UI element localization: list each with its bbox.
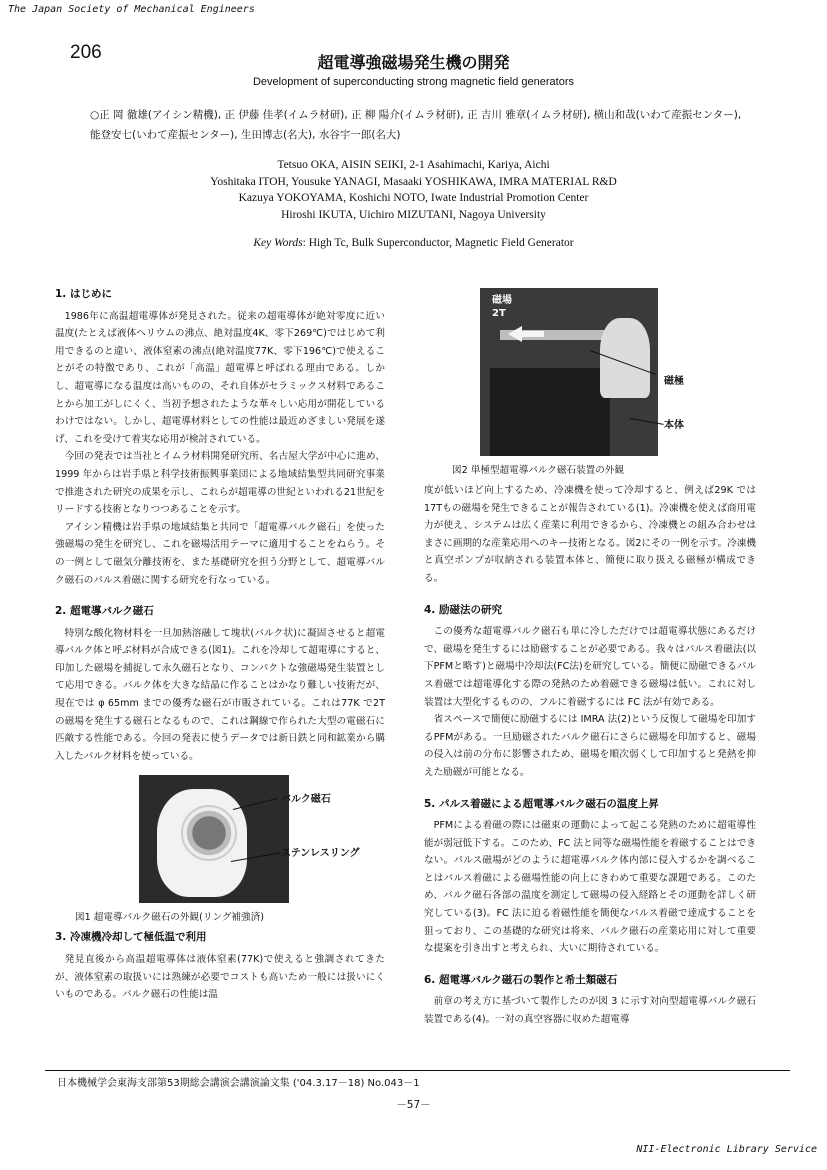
page-number: －57－ (396, 1099, 431, 1111)
paragraph: 特別な酸化物材料を一旦加熱溶融して塊状(バルク状)に凝固させると超電導バルク体と呼ぶ材料が合成できる(図1)。これを冷却して超電導にすると、印加した磁場を捕捉して永久磁石となり、コンパクトな強磁場発生装置として応用できる。バルク体を大きな結晶に作ることはかなり難しい技術だが、現在では φ 65mm までの優秀な磁石が市販されている。これは77K で2T の磁場を発生する磁石となるもので、これは鋼線で作られた大型の電磁石に匹敵する性能である。今回の発表に使うデータでは新日鉄と同和鉱業から購入したバルク材料を使っている。 (55, 627, 385, 762)
label-stainless-ring: ステンレスリング (281, 848, 360, 860)
label-body: 本体 (664, 420, 684, 431)
field-label: 磁場 2T (492, 295, 512, 319)
section-bulk-magnet (55, 603, 385, 765)
operator (600, 318, 650, 398)
authors-japanese: ○正 岡 徹雄(アイシン精機), 正 伊藤 佳孝(イムラ材研), 正 柳 陽介(イムラ材研), 正 吉川 雅章(イムラ材研), 横山和哉(いわて産振センター), 能登安七(いわて産振センター), 生田博志(名大), 水谷宇一郎(名大) (90, 109, 742, 141)
author-line: Yoshitaka ITOH, Yousuke YANAGI, Masaaki YOSHIKAWA, IMRA MATERIAL R&D (210, 175, 617, 188)
section-cryocooler (55, 929, 385, 1003)
section-introduction (55, 286, 385, 589)
footer-divider (45, 1070, 790, 1071)
paragraph: 今回の発表では当社とイムラ材料開発研究所、名古屋大学が中心に進め、1999 年からは岩手県と科学技術振興事業団による地域結集型共同研究事業で推進された研究の成果を示し、これらが超電導の世紀といわれる21世紀をリードする技術となりつつあることを示す。 (55, 451, 385, 516)
figure-1 (55, 769, 385, 929)
section-fabrication (424, 972, 756, 1029)
paragraph: PFMによる着磁の際には磁束の運動によって起こる発熱のために超電導性能が弱冠低下する。このため、FC 法と同等な磁場性能を着磁することはできない。パルス磁場がどのように超電導バルク体内部に侵入するかを調べることはパルス着磁による磁場性能の向上にきわめて重要な課題である。このため、バルク磁石各部の温度を測定して磁場の侵入経路とその運動を詳しく研究している(3)。FC 法に迫る着磁性能を簡便なパルス着磁で達成することを狙っており、この基礎的な研究は将来、バルク磁石の産業応用に対して重要な提案を引き出すと考えられ、大いに期待されている。 (424, 820, 756, 955)
keywords-list: : High Tc, Bulk Superconductor, Magnetic Field Generator (302, 237, 574, 249)
section-heading: 1. はじめに (55, 288, 112, 300)
label-magnetic-pole: 磁極 (664, 376, 684, 387)
paper-number: 206 (70, 42, 102, 63)
keywords (0, 237, 827, 249)
society-header: The Japan Society of Mechanical Engineers (8, 4, 255, 15)
paragraph: 発見直後から高温超電導体は液体窒素(77K)で使えると強調されてきたが、液体窒素の取扱いには熟練が必要でコストも高いため一般には扱いにくいものである。バルク磁石の性能は温 (55, 954, 385, 1001)
label-bulk-magnet: バルク磁石 (281, 794, 331, 806)
arrow-shaft (520, 331, 544, 337)
author-line: Kazuya YOKOYAMA, Koshichi NOTO, Iwate Industrial Promotion Center (238, 192, 589, 204)
paragraph: この優秀な超電導バルク磁石も単に冷しただけでは超電導状態にあるだけで、磁場を発生するには励磁することが必要である。我々はパルス着磁法(以下PFMと略す)と磁場中冷却法(FC法)を研究している。簡便に励磁できるパルス着磁では超電導化する際の発熱のため着磁できる磁場は低い。これに対し装置は大型化するものの、フルに着磁するには FC 法が有効である。 (424, 626, 756, 708)
apparatus-body (490, 368, 610, 456)
bulk-magnet-photo (139, 775, 289, 903)
figure-1-caption: 図1 超電導バルク磁石の外観(リング補強済) (75, 912, 264, 924)
paper-subtitle: Development of superconducting strong magnetic field generators (252, 76, 575, 88)
figure-2-photo (480, 288, 658, 456)
paragraph: アイシン精機は岩手県の地域結集と共同で「超電導バルク磁石」を使った強磁場の発生を研究し、これを磁場活用テーマに適用することをねらう。その一例として磁気分離技術を、また基礎研究を担う分野として、超電導バルク磁石のパルス着磁に関する研究を行なっている。 (55, 521, 385, 586)
service-footer: NII-Electronic Library Service (636, 1144, 817, 1155)
paper-title: 超電導強磁場発生機の開発 (317, 53, 510, 72)
section-heading: 2. 超電導バルク磁石 (55, 605, 154, 618)
author-line: Tetsuo OKA, AISIN SEIKI, 2-1 Asahimachi, Kariya, Aichi (277, 159, 550, 171)
section-cryocooler-continued (424, 482, 756, 588)
author-line: Hiroshi IKUTA, Uichiro MIZUTANI, Nagoya University (281, 208, 546, 221)
figure-2-caption: 図2 単極型超電導バルク磁石装置の外観 (452, 465, 625, 476)
section-heading: 5. パルス着磁による超電導バルク磁石の温度上昇 (424, 797, 659, 810)
section-heading: 3. 冷凍機冷却して極低温で利用 (55, 931, 207, 944)
paragraph: 度が低いほど向上するため、冷凍機を使って冷却すると、例えば29K では17Tもの磁場を発生できることが報告されている(1)。冷凍機を使えば商用電力が使え、システムは広く産業に利用できるから、冷凍機との組み合わせはまさに画期的な産業応用へのキー技術となる。図2にその一例を示す。冷凍機と真空ポンプが収納される装置本体と、簡便に取り扱える磁極が構成できる。 (424, 485, 756, 584)
left-column (55, 286, 385, 1018)
paragraph: 1986年に高温超電導体が発見された。従来の超電導体が絶対零度に近い温度(たとえば液体ヘリウムの沸点、絶対温度4K、零下269℃)ではじめて利用できるのと違い、液体窒素の沸点(絶対温度77K、零下196℃)で使えることがその特徴であり、これが「高温」超電導と呼ばれる理由である。しかし、超電導になる温度は高いものの、それ自体がセラミックス材料であることから加工がしにくく、当初予想されたような華々しい応用が開花しているわけではない。しかし、超電導材料としての性能は最近めざましい発展を遂げ、これを受けて着実な応用が検討されている。 (55, 310, 385, 445)
paragraph: 省スペースで簡便に励磁するには IMRA 法(2)という反復して磁場を印加するPFMがある。一旦励磁されたバルク磁石にさらに磁場を印加すると、磁場の侵入は前の分布に影響されため、磁場を順次弱くして印加すると発熱を抑えた励磁が可能となる。 (424, 714, 756, 778)
section-heading: 6. 超電導バルク磁石の製作と希土類磁石 (424, 973, 618, 986)
section-heading: 4. 励磁法の研究 (424, 603, 502, 616)
authors-english (0, 157, 827, 223)
keywords-label: Key Words (253, 237, 303, 249)
right-column (424, 482, 756, 1043)
section-excitation (424, 602, 756, 782)
section-temperature-rise (424, 796, 756, 958)
paragraph: 前章の考え方に基づいて製作したのが図 3 に示す対向型超電導バルク磁石装置である(4)。一対の真空容器に収めた超電導 (424, 996, 756, 1026)
proceedings-citation: 日本機械学会東海支部第53期総会講演会講演論文集 ('04.3.17－18) No.043－1 (57, 1078, 420, 1089)
